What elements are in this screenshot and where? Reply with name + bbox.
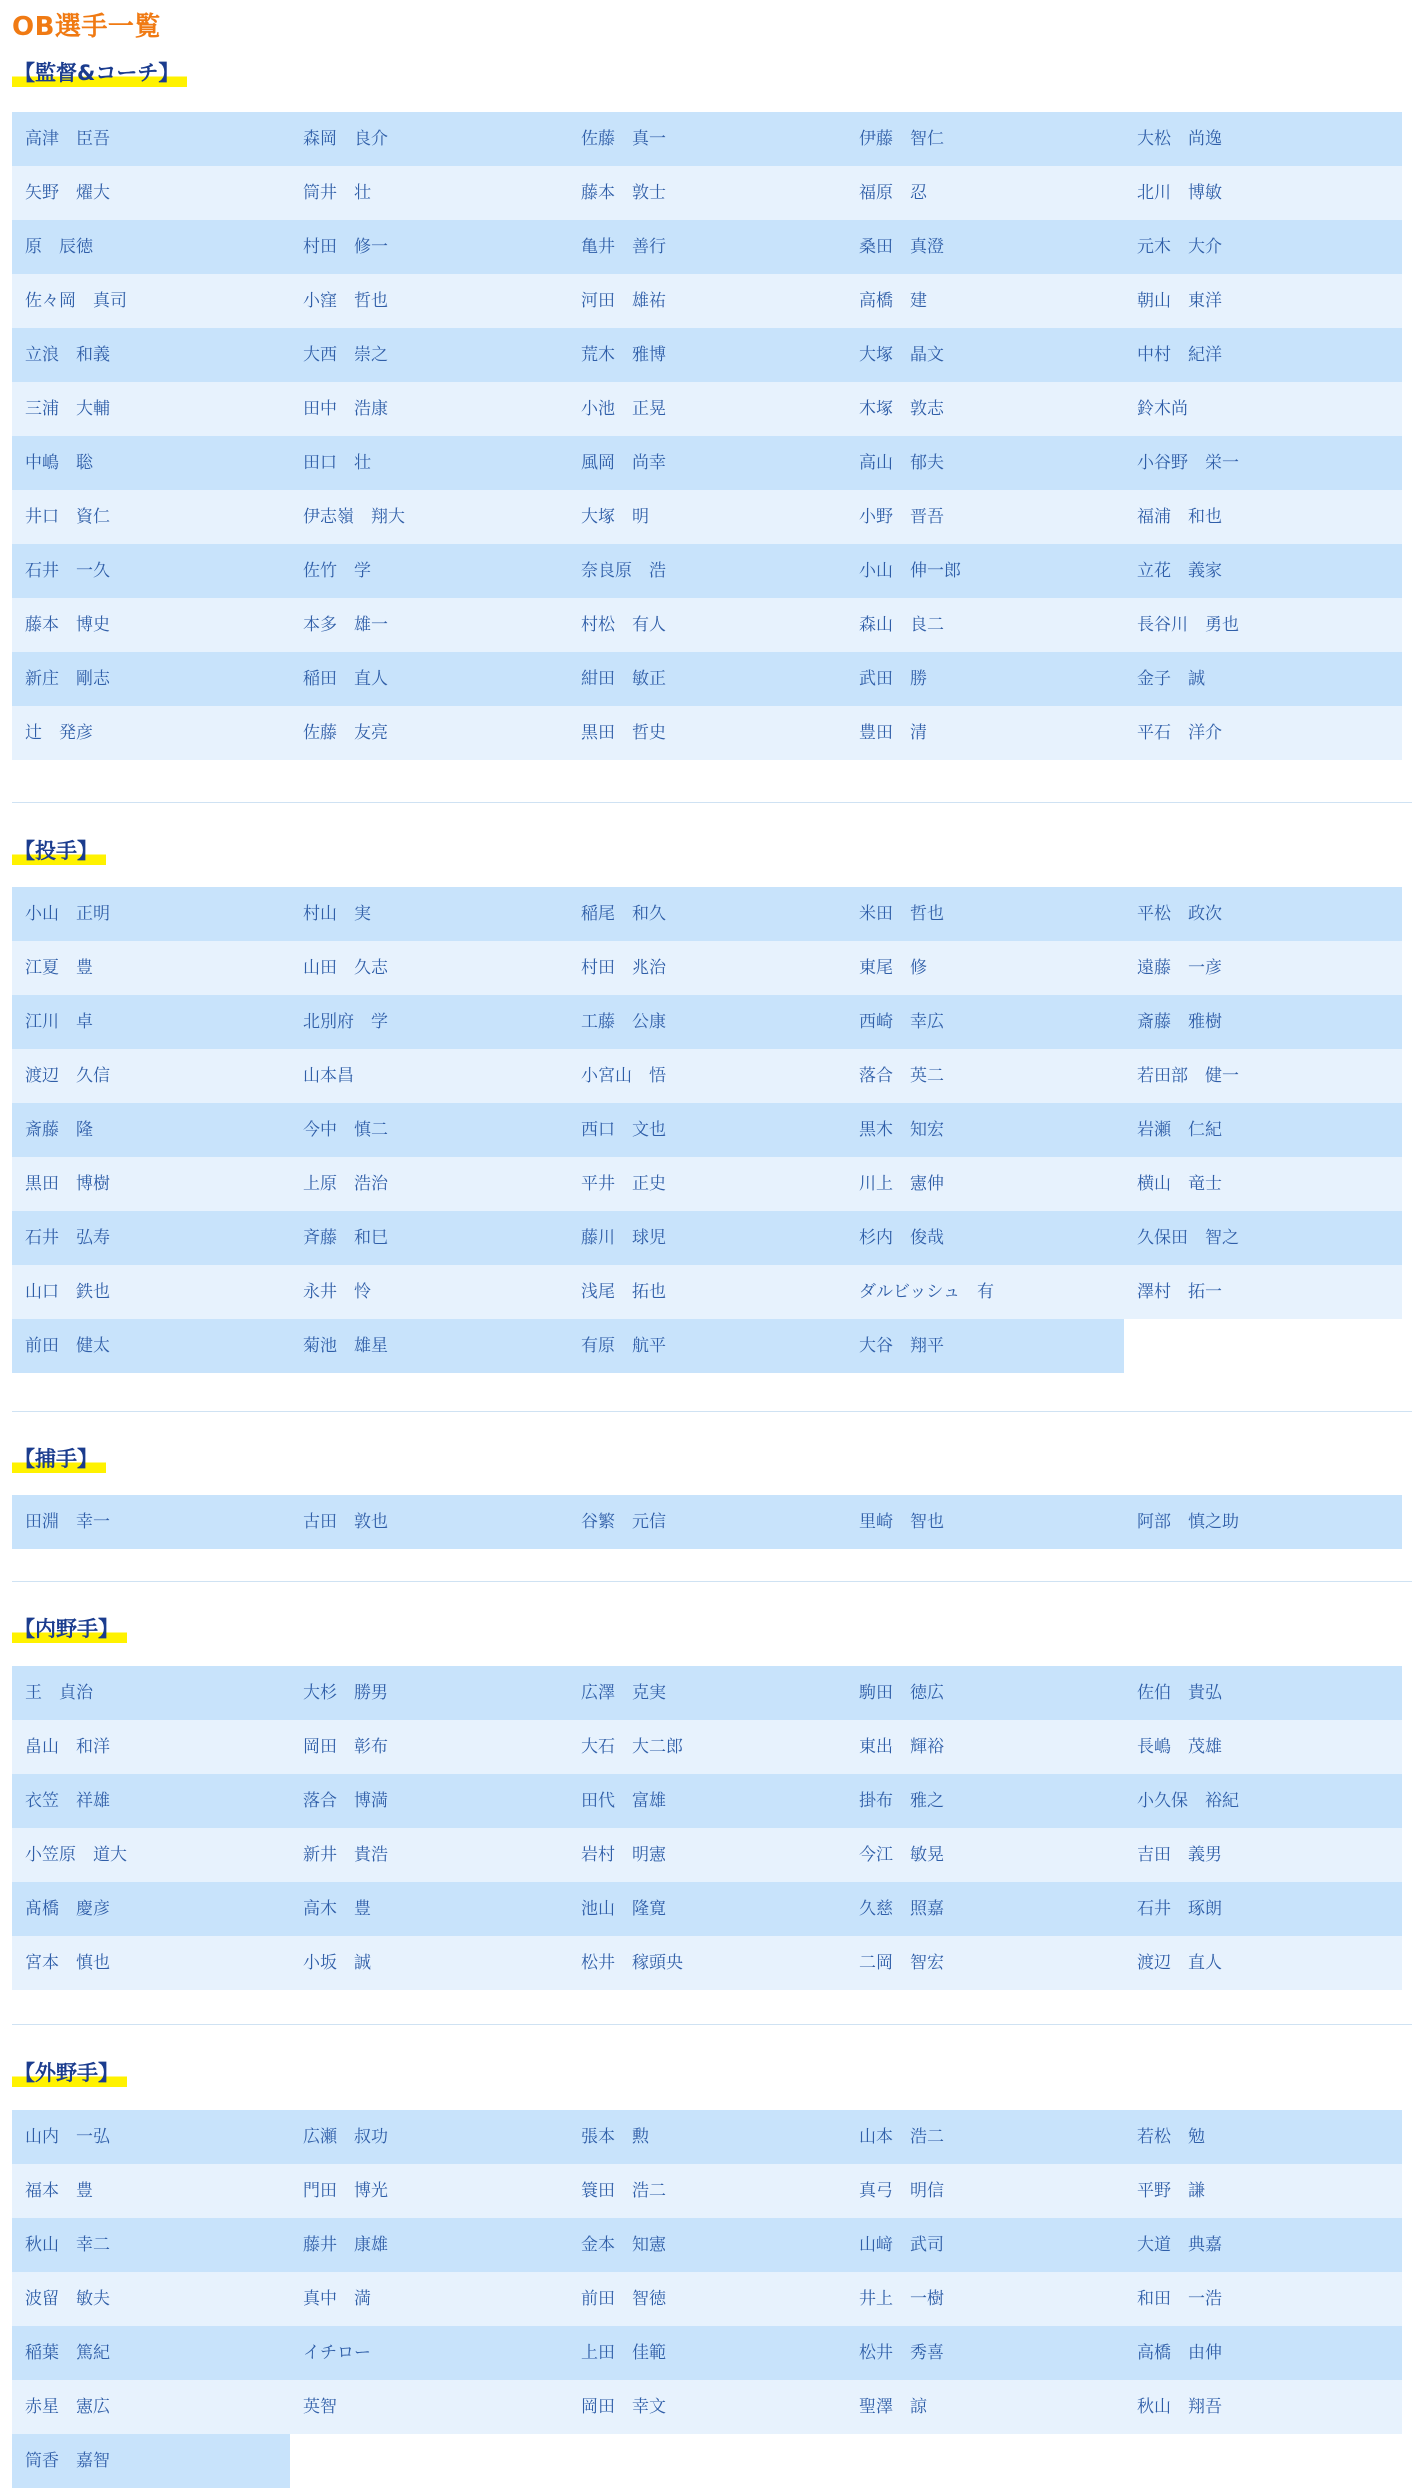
section-divider xyxy=(12,1581,1412,1582)
player-cell: 江夏 豊 xyxy=(12,941,290,995)
player-cell: 大杉 勝男 xyxy=(290,1666,568,1720)
player-cell: 立花 義家 xyxy=(1124,544,1402,598)
player-cell: 石井 琢朗 xyxy=(1124,1882,1402,1936)
player-cell: 大塚 明 xyxy=(568,490,846,544)
player-cell: 掛布 雅之 xyxy=(846,1774,1124,1828)
player-cell: 落合 英二 xyxy=(846,1049,1124,1103)
player-cell: 岩村 明憲 xyxy=(568,1828,846,1882)
section-title: 【捕手】 xyxy=(12,1443,106,1477)
player-cell: 小久保 裕紀 xyxy=(1124,1774,1402,1828)
player-cell: 辻 発彦 xyxy=(12,706,290,760)
player-cell: 岡田 幸文 xyxy=(568,2380,846,2434)
player-cell: 渡辺 直人 xyxy=(1124,1936,1402,1990)
player-cell: 大谷 翔平 xyxy=(846,1319,1124,1373)
player-cell: 佐竹 学 xyxy=(290,544,568,598)
player-cell: 風岡 尚幸 xyxy=(568,436,846,490)
player-cell: 広澤 克実 xyxy=(568,1666,846,1720)
player-cell: 立浪 和義 xyxy=(12,328,290,382)
player-cell: 福原 忍 xyxy=(846,166,1124,220)
player-cell: 江川 卓 xyxy=(12,995,290,1049)
player-cell: 大塚 晶文 xyxy=(846,328,1124,382)
player-cell: 大西 崇之 xyxy=(290,328,568,382)
player-cell: 今中 慎二 xyxy=(290,1103,568,1157)
player-cell: 前田 智徳 xyxy=(568,2272,846,2326)
player-cell: 筒井 壮 xyxy=(290,166,568,220)
player-cell: 岡田 彰布 xyxy=(290,1720,568,1774)
player-cell: 川上 憲伸 xyxy=(846,1157,1124,1211)
player-cell: 和田 一浩 xyxy=(1124,2272,1402,2326)
player-cell: 高木 豊 xyxy=(290,1882,568,1936)
player-cell: 里崎 智也 xyxy=(846,1495,1124,1549)
player-cell: 松井 稼頭央 xyxy=(568,1936,846,1990)
player-grid xyxy=(12,1495,1402,1549)
player-cell: 佐伯 貴弘 xyxy=(1124,1666,1402,1720)
player-cell: 久慈 照嘉 xyxy=(846,1882,1124,1936)
player-cell: 鈴木尚 xyxy=(1124,382,1402,436)
player-cell: 澤村 拓一 xyxy=(1124,1265,1402,1319)
player-cell: 平松 政次 xyxy=(1124,887,1402,941)
player-cell: 田代 富雄 xyxy=(568,1774,846,1828)
player-cell: 高山 郁夫 xyxy=(846,436,1124,490)
player-cell: 福本 豊 xyxy=(12,2164,290,2218)
player-cell: ダルビッシュ 有 xyxy=(846,1265,1124,1319)
player-cell: 原 辰徳 xyxy=(12,220,290,274)
player-cell: 平石 洋介 xyxy=(1124,706,1402,760)
player-cell: 豊田 清 xyxy=(846,706,1124,760)
player-cell: 秋山 翔吾 xyxy=(1124,2380,1402,2434)
player-cell: 田口 壮 xyxy=(290,436,568,490)
player-cell: 佐藤 友亮 xyxy=(290,706,568,760)
player-cell: 田中 浩康 xyxy=(290,382,568,436)
player-cell: 小宮山 悟 xyxy=(568,1049,846,1103)
player-cell: 広瀬 叔功 xyxy=(290,2110,568,2164)
player-grid xyxy=(12,112,1402,760)
player-cell: 山口 鉄也 xyxy=(12,1265,290,1319)
section-outfielders xyxy=(0,2057,1415,2471)
player-cell: 遠藤 一彦 xyxy=(1124,941,1402,995)
player-cell: 村松 有人 xyxy=(568,598,846,652)
player-cell: 小野 晋吾 xyxy=(846,490,1124,544)
player-cell: 渡辺 久信 xyxy=(12,1049,290,1103)
player-cell: 武田 勝 xyxy=(846,652,1124,706)
player-cell: 西口 文也 xyxy=(568,1103,846,1157)
player-cell: 谷繁 元信 xyxy=(568,1495,846,1549)
player-cell: 前田 健太 xyxy=(12,1319,290,1373)
player-cell: 佐藤 真一 xyxy=(568,112,846,166)
player-cell: 中村 紀洋 xyxy=(1124,328,1402,382)
player-cell: 山内 一弘 xyxy=(12,2110,290,2164)
player-cell: 斉藤 和巳 xyxy=(290,1211,568,1265)
player-cell: 若田部 健一 xyxy=(1124,1049,1402,1103)
player-grid xyxy=(12,2110,1402,2488)
player-cell: 本多 雄一 xyxy=(290,598,568,652)
player-cell: 紺田 敏正 xyxy=(568,652,846,706)
player-cell: 三浦 大輔 xyxy=(12,382,290,436)
player-cell: イチロー xyxy=(290,2326,568,2380)
section-divider xyxy=(12,2024,1412,2025)
player-cell: 阿部 慎之助 xyxy=(1124,1495,1402,1549)
player-cell: 英智 xyxy=(290,2380,568,2434)
player-cell: 村山 実 xyxy=(290,887,568,941)
player-cell: 山本 浩二 xyxy=(846,2110,1124,2164)
player-cell: 福浦 和也 xyxy=(1124,490,1402,544)
player-cell: 山本昌 xyxy=(290,1049,568,1103)
player-cell: 藤本 敦士 xyxy=(568,166,846,220)
section-managers-coaches xyxy=(0,57,1415,743)
player-cell: 奈良原 浩 xyxy=(568,544,846,598)
player-cell: 河田 雄祐 xyxy=(568,274,846,328)
player-cell: 村田 兆治 xyxy=(568,941,846,995)
player-cell: 稲尾 和久 xyxy=(568,887,846,941)
player-cell: 張本 勲 xyxy=(568,2110,846,2164)
player-cell: 森岡 良介 xyxy=(290,112,568,166)
player-cell: 新井 貴浩 xyxy=(290,1828,568,1882)
player-cell: 高橋 由伸 xyxy=(1124,2326,1402,2380)
player-cell: 髙橋 慶彦 xyxy=(12,1882,290,1936)
player-cell: 藤川 球児 xyxy=(568,1211,846,1265)
player-cell: 二岡 智宏 xyxy=(846,1936,1124,1990)
player-cell: 畠山 和洋 xyxy=(12,1720,290,1774)
player-cell: 岩瀬 仁紀 xyxy=(1124,1103,1402,1157)
player-grid xyxy=(12,887,1402,1373)
player-cell: 横山 竜士 xyxy=(1124,1157,1402,1211)
player-cell: 吉田 義男 xyxy=(1124,1828,1402,1882)
player-cell: 亀井 善行 xyxy=(568,220,846,274)
player-cell: 衣笠 祥雄 xyxy=(12,1774,290,1828)
player-cell: 黒田 博樹 xyxy=(12,1157,290,1211)
player-cell: 北川 博敏 xyxy=(1124,166,1402,220)
player-cell: 小坂 誠 xyxy=(290,1936,568,1990)
player-cell: 有原 航平 xyxy=(568,1319,846,1373)
player-cell: 松井 秀喜 xyxy=(846,2326,1124,2380)
player-cell: 駒田 徳広 xyxy=(846,1666,1124,1720)
section-title: 【投手】 xyxy=(12,835,106,869)
section-title: 【外野手】 xyxy=(12,2057,127,2091)
player-cell: 藤本 博史 xyxy=(12,598,290,652)
player-cell: 金本 知憲 xyxy=(568,2218,846,2272)
player-cell: 大道 典嘉 xyxy=(1124,2218,1402,2272)
player-cell: 佐々岡 真司 xyxy=(12,274,290,328)
player-cell: 藤井 康雄 xyxy=(290,2218,568,2272)
player-cell: 長谷川 勇也 xyxy=(1124,598,1402,652)
player-cell: 大松 尚逸 xyxy=(1124,112,1402,166)
player-cell: 高津 臣吾 xyxy=(12,112,290,166)
player-cell: 朝山 東洋 xyxy=(1124,274,1402,328)
player-cell: 池山 隆寛 xyxy=(568,1882,846,1936)
player-cell: 小山 伸一郎 xyxy=(846,544,1124,598)
section-pitchers xyxy=(0,835,1415,1356)
player-cell: 東出 輝裕 xyxy=(846,1720,1124,1774)
player-cell: 山田 久志 xyxy=(290,941,568,995)
player-cell: 井上 一樹 xyxy=(846,2272,1124,2326)
page-title: OB選手一覧 xyxy=(12,12,161,42)
player-cell: 稲田 直人 xyxy=(290,652,568,706)
player-cell: 長嶋 茂雄 xyxy=(1124,1720,1402,1774)
player-grid xyxy=(12,1666,1402,1990)
section-divider xyxy=(12,802,1412,803)
player-cell: 古田 敦也 xyxy=(290,1495,568,1549)
player-cell: 平野 謙 xyxy=(1124,2164,1402,2218)
player-cell: 聖澤 諒 xyxy=(846,2380,1124,2434)
player-cell: 工藤 公康 xyxy=(568,995,846,1049)
player-cell: 小谷野 栄一 xyxy=(1124,436,1402,490)
player-cell: 平井 正史 xyxy=(568,1157,846,1211)
player-cell: 東尾 修 xyxy=(846,941,1124,995)
player-cell: 赤星 憲広 xyxy=(12,2380,290,2434)
player-cell: 斎藤 雅樹 xyxy=(1124,995,1402,1049)
player-cell: 黒木 知宏 xyxy=(846,1103,1124,1157)
player-cell: 簑田 浩二 xyxy=(568,2164,846,2218)
player-cell: 田淵 幸一 xyxy=(12,1495,290,1549)
player-cell: 西崎 幸広 xyxy=(846,995,1124,1049)
player-cell: 金子 誠 xyxy=(1124,652,1402,706)
player-cell: 石井 弘寿 xyxy=(12,1211,290,1265)
player-cell: 荒木 雅博 xyxy=(568,328,846,382)
player-cell: 真中 満 xyxy=(290,2272,568,2326)
player-cell: 永井 怜 xyxy=(290,1265,568,1319)
player-cell: 山﨑 武司 xyxy=(846,2218,1124,2272)
player-cell: 小池 正晃 xyxy=(568,382,846,436)
player-cell: 久保田 智之 xyxy=(1124,1211,1402,1265)
player-cell: 村田 修一 xyxy=(290,220,568,274)
player-cell: 森山 良二 xyxy=(846,598,1124,652)
player-cell: 筒香 嘉智 xyxy=(12,2434,290,2488)
section-infielders xyxy=(0,1613,1415,1973)
player-cell: 宮本 慎也 xyxy=(12,1936,290,1990)
player-cell: 伊藤 智仁 xyxy=(846,112,1124,166)
player-cell: 今江 敏晃 xyxy=(846,1828,1124,1882)
player-cell: 波留 敏夫 xyxy=(12,2272,290,2326)
section-catchers xyxy=(0,1443,1415,1532)
player-cell: 上田 佳範 xyxy=(568,2326,846,2380)
player-cell: 米田 哲也 xyxy=(846,887,1124,941)
player-cell: 高橋 建 xyxy=(846,274,1124,328)
player-cell: 落合 博満 xyxy=(290,1774,568,1828)
player-cell: 木塚 敦志 xyxy=(846,382,1124,436)
player-cell: 稲葉 篤紀 xyxy=(12,2326,290,2380)
player-cell: 浅尾 拓也 xyxy=(568,1265,846,1319)
section-title: 【内野手】 xyxy=(12,1613,127,1647)
player-cell: 石井 一久 xyxy=(12,544,290,598)
player-cell: 黒田 哲史 xyxy=(568,706,846,760)
player-cell: 井口 資仁 xyxy=(12,490,290,544)
player-cell: 伊志嶺 翔大 xyxy=(290,490,568,544)
player-cell: 真弓 明信 xyxy=(846,2164,1124,2218)
player-cell: 若松 勉 xyxy=(1124,2110,1402,2164)
section-divider xyxy=(12,1411,1412,1412)
player-cell: 桑田 真澄 xyxy=(846,220,1124,274)
player-cell: 斎藤 隆 xyxy=(12,1103,290,1157)
player-cell: 小山 正明 xyxy=(12,887,290,941)
player-cell: 杉内 俊哉 xyxy=(846,1211,1124,1265)
player-cell: 菊池 雄星 xyxy=(290,1319,568,1373)
player-cell: 大石 大二郎 xyxy=(568,1720,846,1774)
player-cell: 小窪 哲也 xyxy=(290,274,568,328)
player-cell: 中嶋 聡 xyxy=(12,436,290,490)
player-cell: 矢野 燿大 xyxy=(12,166,290,220)
player-cell: 門田 博光 xyxy=(290,2164,568,2218)
player-cell: 秋山 幸二 xyxy=(12,2218,290,2272)
player-cell: 北別府 学 xyxy=(290,995,568,1049)
player-cell: 元木 大介 xyxy=(1124,220,1402,274)
player-cell: 上原 浩治 xyxy=(290,1157,568,1211)
player-cell: 王 貞治 xyxy=(12,1666,290,1720)
player-cell: 新庄 剛志 xyxy=(12,652,290,706)
player-cell: 小笠原 道大 xyxy=(12,1828,290,1882)
section-title: 【監督&コーチ】 xyxy=(12,57,187,91)
